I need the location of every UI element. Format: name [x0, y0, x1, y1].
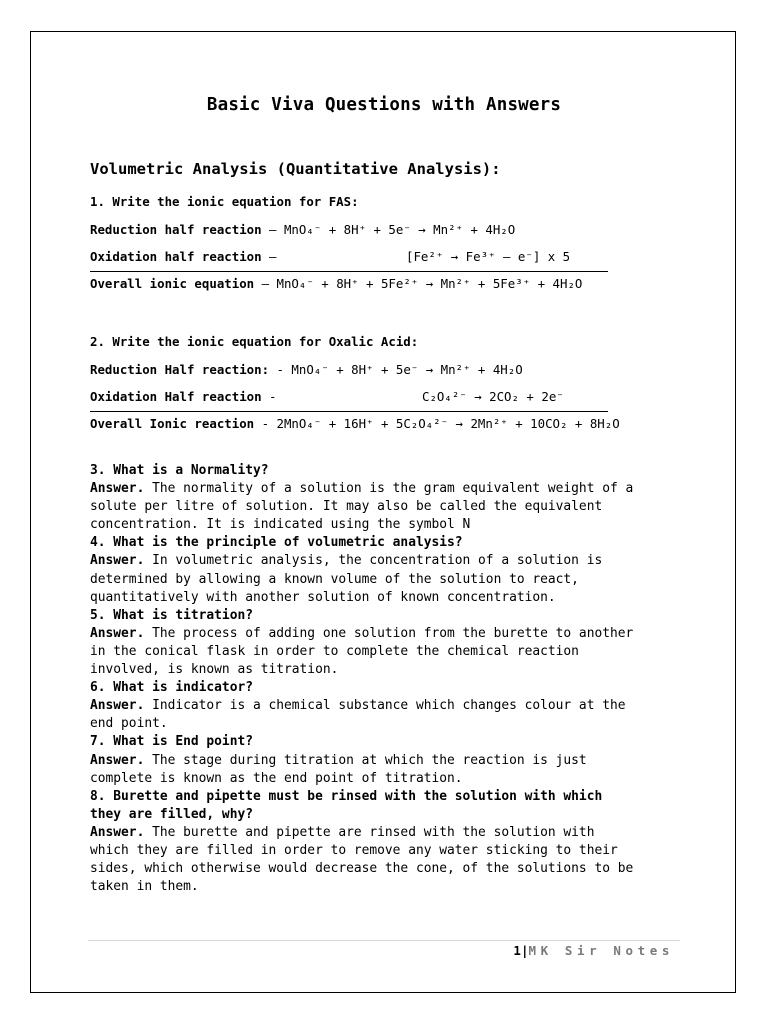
- fas-question: 1. Write the ionic equation for FAS:: [90, 194, 359, 209]
- footer-separator: |: [520, 943, 529, 958]
- oxalic-reduction-equation: - MnO₄⁻ + 8H⁺ + 5e⁻ → Mn²⁺ + 4H₂O: [276, 362, 523, 377]
- qa-answer-indicator: [90, 697, 680, 733]
- oxalic-overall-row: [90, 412, 638, 439]
- fas-oxidation-label: Oxidation half reaction: [90, 249, 262, 264]
- fas-overall-label: Overall ionic equation: [90, 276, 255, 291]
- oxalic-oxidation-label: Oxidation Half reaction: [90, 389, 262, 404]
- qa-question-end-point: 7. What is End point?: [90, 734, 253, 750]
- answer-label: Answer.: [90, 625, 145, 641]
- answer-text: The normality of a solution is the gram equivalent weight of a solute per litre of solution. It may also be called the equivalent concentration. It is indicated using the symbol N: [90, 481, 634, 533]
- fas-equation-block: [90, 192, 638, 299]
- oxalic-oxidation-dash: -: [269, 389, 277, 404]
- fas-reduction-row: [90, 218, 638, 245]
- fas-reduction-label: Reduction half reaction: [90, 222, 262, 237]
- oxalic-reduction-label: Reduction Half reaction:: [90, 362, 270, 377]
- oxalic-oxidation-equation: C₂O₄²⁻ → 2CO₂ + 2e⁻: [422, 389, 564, 404]
- footer-brand: MK Sir Notes: [528, 943, 674, 958]
- qa-question-indicator: 6. What is indicator?: [90, 680, 253, 696]
- answer-text: The process of adding one solution from the burette to another in the conical flask in order to complete the chemical reaction involved, is known as titration.: [90, 625, 634, 678]
- answer-label: Answer.: [90, 481, 145, 497]
- document-title: Basic Viva Questions with Answers: [206, 95, 562, 115]
- fas-oxidation-equation: [Fe²⁺ → Fe³⁺ – e⁻] x 5: [406, 249, 571, 264]
- answer-label: Answer.: [90, 752, 145, 768]
- qa-question-titration: 5. What is titration?: [90, 607, 253, 623]
- qa-answer-rinsing: [90, 824, 680, 896]
- oxalic-equation-block: [90, 332, 638, 439]
- answer-label: Answer.: [90, 698, 145, 714]
- qa-answer-end-point: [90, 752, 680, 788]
- answer-label: Answer.: [90, 553, 145, 569]
- fas-overall-equation: – MnO₄⁻ + 8H⁺ + 5Fe²⁺ → Mn²⁺ + 5Fe³⁺ + 4H₂O: [261, 276, 583, 291]
- qa-question-normality: 3. What is a Normality?: [90, 463, 269, 478]
- answer-text: Indicator is a chemical substance which changes colour at the end point.: [90, 698, 626, 732]
- section-heading: Volumetric Analysis (Quantitative Analysis):: [90, 160, 501, 178]
- qa-list: [90, 462, 680, 896]
- qa-question-principle: 4. What is the principle of volumetric analysis?: [90, 535, 463, 551]
- page-footer: [513, 943, 674, 958]
- answer-text: The stage during titration at which the reaction is just complete is known as the end point of titration.: [90, 752, 587, 786]
- page-number: 1: [513, 943, 521, 958]
- fas-overall-row: [90, 272, 638, 299]
- answer-text: In volumetric analysis, the concentration of a solution is determined by allowing a known volume of the solution to react, quantitatively with another solution of known concentration.: [90, 553, 603, 605]
- qa-answer-principle: [90, 552, 680, 606]
- answer-label: Answer.: [90, 824, 145, 840]
- fas-oxidation-dash: –: [269, 249, 277, 264]
- fas-reduction-equation: – MnO₄⁻ + 8H⁺ + 5e⁻ → Mn²⁺ + 4H₂O: [269, 222, 516, 237]
- oxalic-oxidation-row: [90, 385, 638, 412]
- qa-answer-titration: [90, 625, 680, 679]
- qa-question-rinsing: 8. Burette and pipette must be rinsed with the solution with which they are filled, why?: [90, 788, 603, 822]
- qa-answer-normality: [90, 480, 680, 534]
- oxalic-overall-label: Overall Ionic reaction: [90, 416, 255, 431]
- oxalic-reduction-row: [90, 358, 638, 385]
- footer-rule: [88, 940, 680, 941]
- fas-oxidation-row: [90, 245, 638, 272]
- oxalic-overall-equation: - 2MnO₄⁻ + 16H⁺ + 5C₂O₄²⁻ → 2Mn²⁺ + 10CO₂ + 8H₂O: [261, 416, 620, 431]
- answer-text: The burette and pipette are rinsed with the solution with which they are filled in order to remove any water sticking to their sides, which otherwise would decrease the cone, of the solutions to be taken in them.: [90, 824, 634, 895]
- oxalic-question: 2. Write the ionic equation for Oxalic Acid:: [90, 334, 419, 349]
